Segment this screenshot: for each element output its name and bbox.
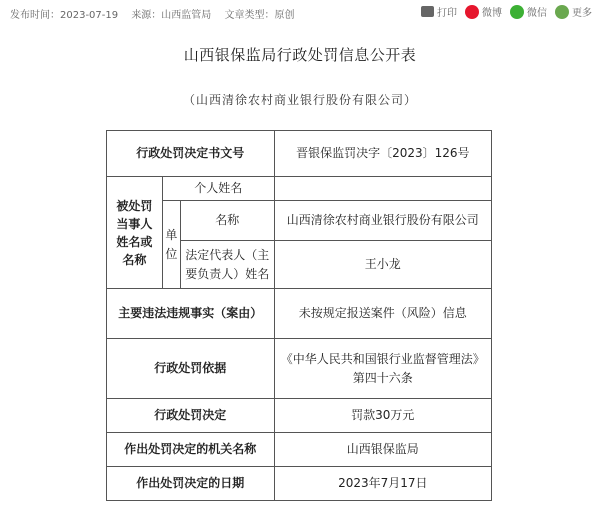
table-row (107, 201, 492, 241)
more-label: 更多 (572, 8, 592, 19)
basis-label: 行政处罚依据 (107, 339, 275, 399)
print-button[interactable] (421, 4, 457, 19)
legal-rep-label: 法定代表人（主要负责人）姓名 (180, 241, 274, 289)
share-toolbar (421, 4, 592, 19)
article-meta (10, 6, 305, 21)
weibo-share-button[interactable] (465, 4, 502, 19)
table-row (107, 177, 492, 201)
violation-label: 主要违法违规事实（案由） (107, 289, 275, 339)
name-value: 山西清徐农村商业银行股份有限公司 (274, 201, 491, 241)
article-type: 文章类型：原创 (224, 10, 295, 21)
decision-no-value: 晋银保监罚决字〔2023〕126号 (274, 131, 491, 177)
printer-icon (421, 6, 434, 17)
table-row (107, 339, 492, 399)
basis-value: 《中华人民共和国银行业监督管理法》第四十六条 (274, 339, 491, 399)
wechat-icon (510, 5, 524, 19)
publish-date: 发布时间：2023-07-19 (10, 10, 119, 21)
wechat-share-button[interactable] (510, 4, 547, 19)
legal-rep-value: 王小龙 (274, 241, 491, 289)
authority-label: 作出处罚决定的机关名称 (107, 433, 275, 467)
decision-label: 行政处罚决定 (107, 399, 275, 433)
table-row (107, 399, 492, 433)
date-value: 2023年7月17日 (274, 467, 491, 501)
date-label: 作出处罚决定的日期 (107, 467, 275, 501)
violation-value: 未按规定报送案件（风险）信息 (274, 289, 491, 339)
personal-name-label: 个人姓名 (162, 177, 274, 201)
print-label: 打印 (437, 8, 457, 19)
table-row (107, 289, 492, 339)
name-label: 名称 (180, 201, 274, 241)
table-row (107, 131, 492, 177)
table-row (107, 433, 492, 467)
party-label: 被处罚当事人姓名或名称 (107, 177, 163, 289)
decision-no-label: 行政处罚决定书文号 (107, 131, 275, 177)
more-share-button[interactable] (555, 4, 592, 19)
table-row (107, 467, 492, 501)
weibo-label: 微博 (482, 8, 502, 19)
article-meta-bar (0, 0, 600, 24)
wechat-label: 微信 (527, 8, 547, 19)
personal-name-value (274, 177, 491, 201)
plus-icon (555, 5, 569, 19)
page-subtitle: （山西清徐农村商业银行股份有限公司） (182, 93, 417, 107)
article-source: 来源：山西监管局 (131, 10, 212, 21)
weibo-icon (465, 5, 479, 19)
unit-label: 单位 (162, 201, 180, 289)
penalty-info-table (106, 130, 492, 501)
decision-value: 罚款30万元 (274, 399, 491, 433)
page-title: 山西银保监局行政处罚信息公开表 (183, 46, 417, 64)
authority-value: 山西银保监局 (274, 433, 491, 467)
